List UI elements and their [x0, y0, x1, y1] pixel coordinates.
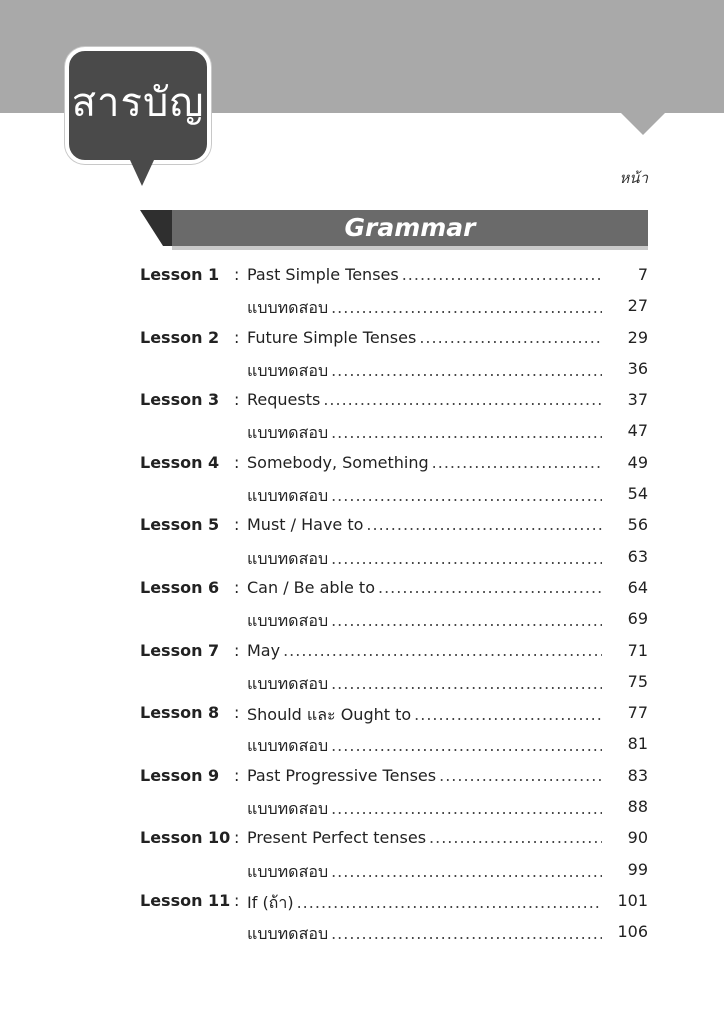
- toc-row: [140, 323, 648, 354]
- page-number: 54: [627, 484, 648, 504]
- dot-leader: [331, 611, 602, 630]
- entry: [247, 860, 602, 885]
- entry: [247, 390, 602, 409]
- title-bubble: [65, 47, 211, 164]
- toc-row: [140, 260, 648, 291]
- page-number: 106: [617, 922, 648, 942]
- entry: [247, 703, 602, 728]
- dot-leader: [283, 641, 602, 660]
- dot-leader: [378, 578, 602, 597]
- toc-row: [140, 510, 648, 541]
- entry: [247, 547, 602, 572]
- entry: [247, 578, 602, 597]
- entry: [247, 734, 602, 759]
- lesson-label: Lesson 6: [140, 577, 220, 597]
- lesson-label: Lesson 11: [140, 890, 231, 910]
- page-number: 29: [627, 327, 648, 347]
- entry-title: If (ถ้า): [247, 892, 294, 912]
- lesson-colon: :: [234, 640, 240, 660]
- entry-title: แบบทดสอบ: [247, 360, 329, 380]
- entry: [247, 296, 602, 321]
- lesson-colon: :: [234, 390, 240, 410]
- page-column-label: หน้า: [619, 169, 648, 187]
- dot-leader: [331, 862, 602, 881]
- lesson-label: Lesson 2: [140, 327, 220, 347]
- toc-row: [140, 573, 648, 604]
- entry-title: Past Simple Tenses: [247, 265, 399, 284]
- lesson-colon: :: [234, 828, 240, 848]
- page-number: 75: [627, 671, 648, 691]
- toc-row: [140, 792, 648, 823]
- entry: [247, 672, 602, 697]
- dot-leader: [429, 828, 602, 847]
- entry-title: แบบทดสอบ: [247, 548, 329, 568]
- toc-row: [140, 886, 648, 917]
- page-number: 56: [627, 515, 648, 535]
- entry: [247, 328, 602, 347]
- entry: [247, 484, 602, 509]
- toc-row: [140, 385, 648, 416]
- entry-title: Requests: [247, 390, 321, 410]
- section-header-wedge: [140, 210, 172, 246]
- lesson-label: Lesson 10: [140, 828, 231, 848]
- entry: [247, 891, 602, 916]
- toc-row: [140, 917, 648, 948]
- entry: [247, 828, 602, 847]
- page-number: 7: [637, 265, 648, 284]
- page-number: 83: [627, 765, 648, 785]
- lesson-colon: :: [234, 890, 240, 910]
- dot-leader: [414, 705, 602, 724]
- toc-row: [140, 636, 648, 667]
- lesson-label: Lesson 4: [140, 452, 220, 472]
- dot-leader: [331, 361, 602, 380]
- page-number: 47: [627, 421, 648, 441]
- lesson-colon: :: [234, 577, 240, 597]
- page-title: สารบัญ: [71, 80, 205, 126]
- lesson-colon: :: [234, 703, 240, 723]
- title-bubble-tail: [130, 160, 154, 186]
- lesson-colon: :: [234, 327, 240, 347]
- toc-row: [140, 448, 648, 479]
- page-number: 81: [627, 734, 648, 754]
- dot-leader: [366, 515, 602, 534]
- entry-title: แบบทดสอบ: [247, 799, 329, 819]
- page-number: 101: [617, 890, 648, 910]
- entry: [247, 515, 602, 534]
- dot-leader: [297, 893, 602, 912]
- lesson-label: Lesson 3: [140, 390, 220, 410]
- entry: [247, 265, 602, 284]
- lesson-label: Lesson 9: [140, 765, 220, 785]
- entry: [247, 797, 602, 822]
- dot-leader: [331, 298, 602, 317]
- toc-row: [140, 479, 648, 510]
- toc-row: [140, 823, 648, 854]
- dot-leader: [439, 766, 602, 785]
- dot-leader: [432, 453, 602, 472]
- toc-row: [140, 761, 648, 792]
- lesson-colon: :: [234, 515, 240, 535]
- lesson-label: Lesson 1: [140, 265, 220, 284]
- entry-title: แบบทดสอบ: [247, 861, 329, 881]
- page-number: 37: [627, 390, 648, 410]
- toc-row: [140, 542, 648, 573]
- dot-leader: [331, 924, 602, 943]
- lesson-colon: :: [234, 765, 240, 785]
- entry: [247, 453, 602, 472]
- toc-row: [140, 698, 648, 729]
- toc-row: [140, 855, 648, 886]
- page-number: 77: [627, 703, 648, 723]
- entry-title: May: [247, 640, 281, 660]
- entry-title: แบบทดสอบ: [247, 486, 329, 506]
- page-number: 99: [627, 859, 648, 879]
- dot-leader: [402, 265, 602, 284]
- section-header: [140, 210, 648, 246]
- entry-title: แบบทดสอบ: [247, 736, 329, 756]
- toc-row: [140, 354, 648, 385]
- page-number: 63: [627, 546, 648, 566]
- lesson-label: Lesson 5: [140, 515, 220, 535]
- entry-title: Should และ Ought to: [247, 705, 412, 725]
- entry-title: แบบทดสอบ: [247, 298, 329, 318]
- lesson-label: Lesson 7: [140, 640, 220, 660]
- toc-row: [140, 291, 648, 322]
- entry-title: แบบทดสอบ: [247, 924, 329, 944]
- page-number: 90: [627, 828, 648, 848]
- entry: [247, 609, 602, 634]
- lesson-colon: :: [234, 265, 240, 284]
- entry-title: Somebody, Something: [247, 452, 429, 472]
- band-notch: [621, 113, 665, 135]
- dot-leader: [331, 674, 602, 693]
- toc-row: [140, 729, 648, 760]
- dot-leader: [331, 423, 602, 442]
- page-number: 64: [627, 577, 648, 597]
- dot-leader: [331, 549, 602, 568]
- section-header-shadow: [172, 246, 648, 250]
- dot-leader: [331, 486, 602, 505]
- entry-title: Can / Be able to: [247, 577, 375, 597]
- page-number: 69: [627, 609, 648, 629]
- page-number: 88: [627, 797, 648, 817]
- table-of-contents: [140, 260, 648, 949]
- entry-title: แบบทดสอบ: [247, 423, 329, 443]
- entry-title: Future Simple Tenses: [247, 327, 417, 347]
- page-number: 49: [627, 452, 648, 472]
- entry-title: Must / Have to: [247, 515, 364, 535]
- lesson-label: Lesson 8: [140, 703, 220, 723]
- section-title: Grammar: [344, 213, 476, 242]
- page-number: 36: [627, 358, 648, 378]
- entry: [247, 766, 602, 785]
- entry: [247, 421, 602, 446]
- entry: [247, 641, 602, 660]
- entry-title: แบบทดสอบ: [247, 673, 329, 693]
- page-number: 27: [627, 296, 648, 316]
- dot-leader: [331, 799, 602, 818]
- toc-row: [140, 667, 648, 698]
- entry: [247, 359, 602, 384]
- entry-title: แบบทดสอบ: [247, 611, 329, 631]
- entry-title: Past Progressive Tenses: [247, 765, 437, 785]
- entry-title: Present Perfect tenses: [247, 828, 427, 848]
- dot-leader: [331, 736, 602, 755]
- page-number: 71: [627, 640, 648, 660]
- toc-row: [140, 416, 648, 447]
- entry: [247, 922, 602, 947]
- toc-row: [140, 604, 648, 635]
- lesson-colon: :: [234, 452, 240, 472]
- dot-leader: [323, 390, 602, 409]
- dot-leader: [419, 328, 602, 347]
